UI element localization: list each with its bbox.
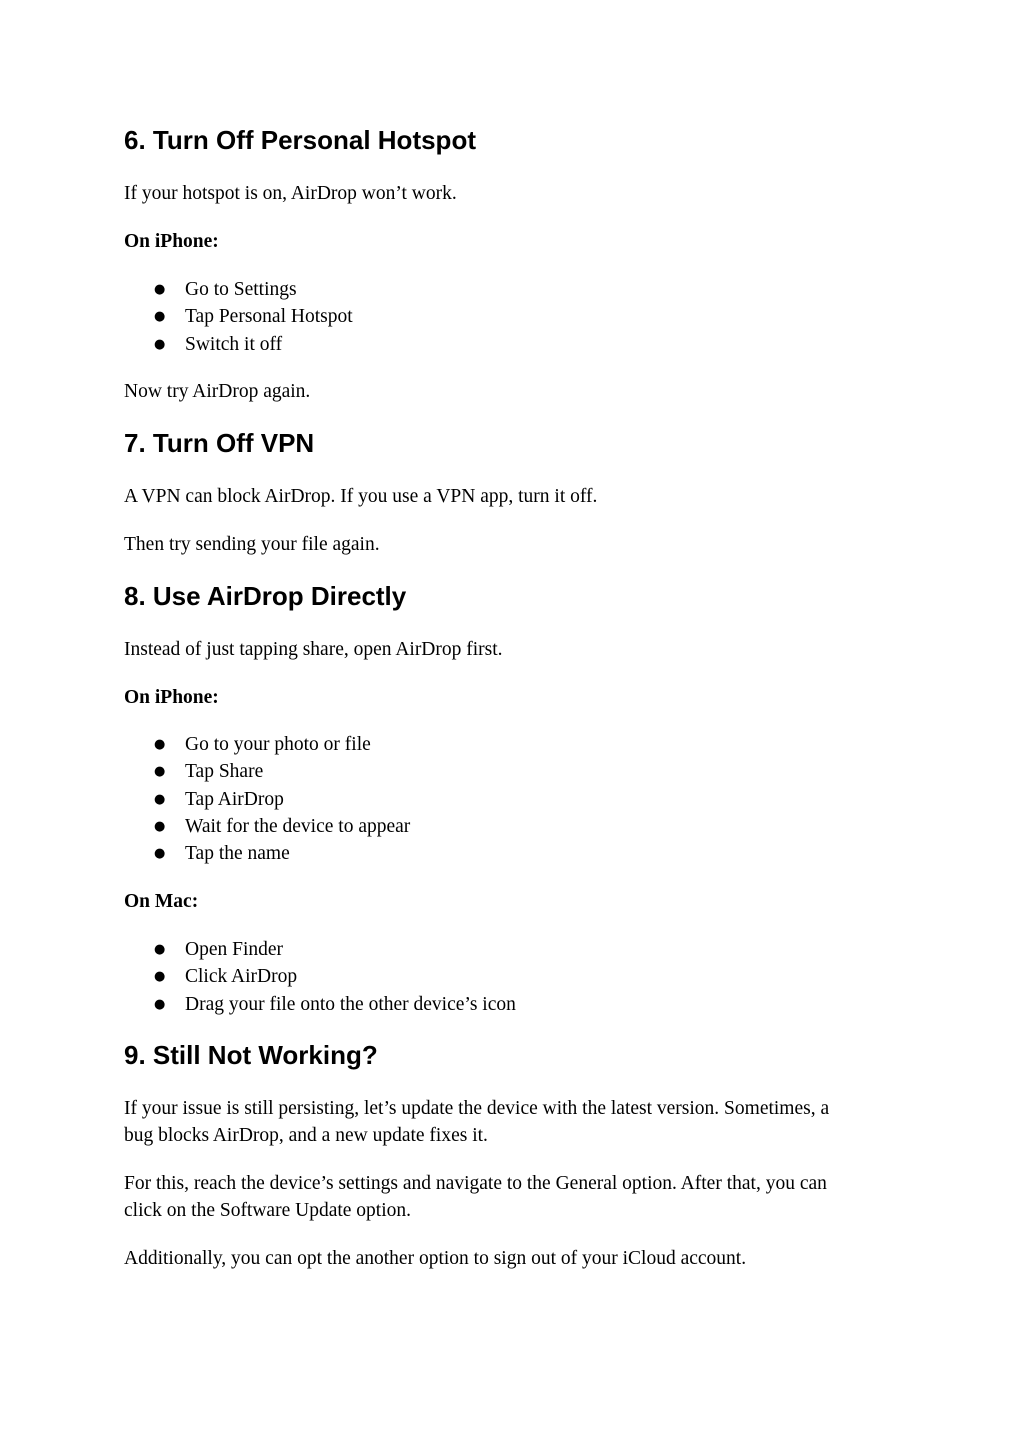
paragraph-airdrop-intro: Instead of just tapping share, open AirDrop first. xyxy=(124,639,503,660)
list-item: ● Tap the name xyxy=(124,840,410,867)
list-item: ● Drag your file onto the other device’s icon xyxy=(124,991,516,1018)
paragraph-update-device xyxy=(124,1095,884,1150)
list-mac-steps xyxy=(124,936,516,1018)
paragraph-vpn-1: A VPN can block AirDrop. If you use a VPN app, turn it off. xyxy=(124,486,598,507)
list-item: ● Go to Settings xyxy=(124,276,353,303)
paragraph-hotspot-outro: Now try AirDrop again. xyxy=(124,381,311,402)
list-item: ● Go to your photo or file xyxy=(124,731,410,758)
paragraph-line: click on the Software Update option. xyxy=(124,1200,412,1222)
list-item: ● Wait for the device to appear xyxy=(124,813,410,840)
paragraph-line: If your issue is still persisting, let’s update the device with the latest version. Sometimes, a xyxy=(124,1098,830,1119)
list-item: ● Tap AirDrop xyxy=(124,786,410,813)
heading-turn-off-hotspot: 6. Turn Off Personal Hotspot xyxy=(124,125,476,155)
paragraph-line: For this, reach the device’s settings and navigate to the General option. After that, you can xyxy=(124,1173,827,1194)
list-item: ● Switch it off xyxy=(124,331,353,358)
paragraph-software-update xyxy=(124,1170,884,1225)
label-on-iphone: On iPhone: xyxy=(124,687,219,708)
heading-use-airdrop-directly: 8. Use AirDrop Directly xyxy=(124,581,407,611)
list-hotspot-steps xyxy=(124,276,353,358)
heading-turn-off-vpn: 7. Turn Off VPN xyxy=(124,428,315,458)
list-item: ● Tap Share xyxy=(124,758,410,785)
list-iphone-steps xyxy=(124,731,410,867)
label-on-iphone: On iPhone: xyxy=(124,231,219,252)
list-item: ● Open Finder xyxy=(124,936,516,963)
paragraph-line: bug blocks AirDrop, and a new update fixes it. xyxy=(124,1125,488,1147)
paragraph-vpn-2: Then try sending your file again. xyxy=(124,534,380,555)
paragraph-icloud-signout: Additionally, you can opt the another option to sign out of your iCloud account. xyxy=(124,1248,747,1269)
list-item: ● Click AirDrop xyxy=(124,963,516,990)
paragraph-hotspot-intro: If your hotspot is on, AirDrop won’t work. xyxy=(124,183,457,204)
label-on-mac: On Mac: xyxy=(124,891,199,912)
list-item: ● Tap Personal Hotspot xyxy=(124,303,353,330)
heading-still-not-working: 9. Still Not Working? xyxy=(124,1040,378,1070)
